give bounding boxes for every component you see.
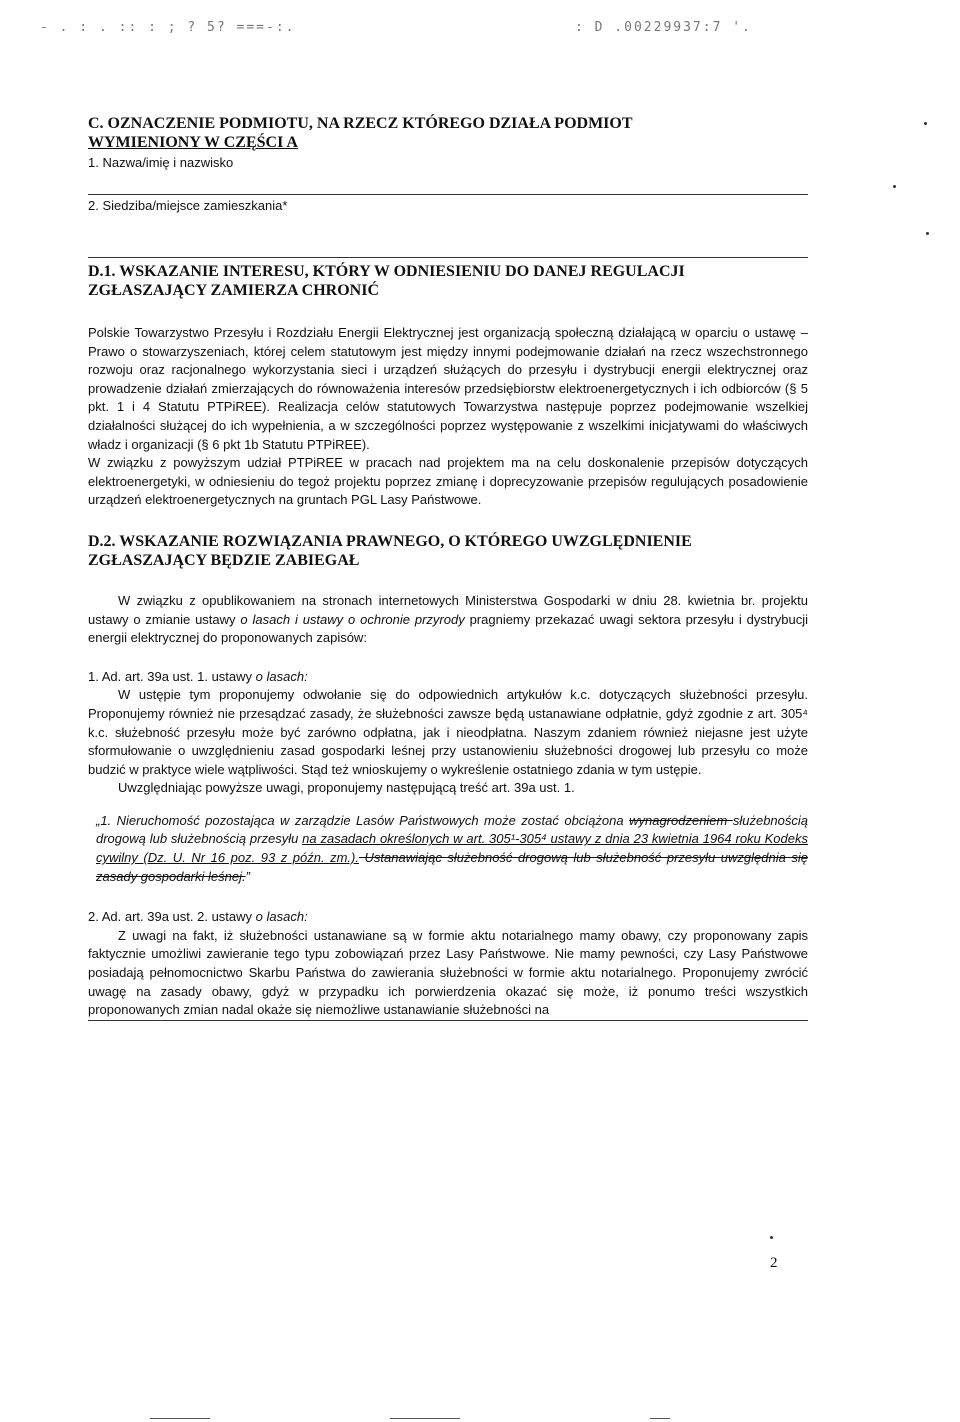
scan-speck (924, 122, 927, 125)
scan-footer-mark (390, 1408, 460, 1419)
field-address-line (88, 257, 808, 258)
section-d1-heading-line2: ZGŁASZAJĄCY ZAMIERZA CHRONIĆ (88, 282, 379, 299)
scan-speck (926, 232, 929, 235)
item-2-heading (88, 908, 808, 927)
section-d1-heading-line1: D.1. WSKAZANIE INTERESU, KTÓRY W ODNIESIENIU DO DANEJ REGULACJI (88, 263, 685, 280)
item-1-heading-text: 1. Ad. art. 39a ust. 1. ustawy (88, 668, 256, 684)
section-d2-heading-line1: D.2. WSKAZANIE ROZWIĄZANIA PRAWNEGO, O KTÓREGO UWZGLĘDNIENIE (88, 532, 692, 550)
section-d2-intro (88, 592, 808, 648)
scan-speck (770, 1236, 773, 1239)
item-1-heading (88, 668, 808, 687)
intro-text-b: pragniemy przekazać uwagi sektora przesyłu i dystrybucji energii elektrycznej do proponowanych zapisów: (88, 611, 808, 646)
item-2-paragraph: Z uwagi na fakt, iż służebności ustanawiane są w formie aktu notarialnego mamy obawy, czy proponowany zapis faktycznie umożliwi zawieranie tego typu zobowiązań przez Lasy Państwowe. Nie mamy pewności, czy Lasy Państwowe posiadają pełnomocnictwo Skarbu Państwa do zawierania służebności w formie aktu notarialnego. Proponujemy zwrócić uwagę na zasady obawy, gdyż w przypadku ich porwierdzenia okazać się może, iż ponumo treści wszystkich proponowanych zmian nadal okaże się niemożliwe ustanawianie służebności na (88, 927, 808, 1021)
section-d1-paragraph-1: Polskie Towarzystwo Przesyłu i Rozdziału Energii Elektrycznej jest organizacją społeczną działającą w oparciu o ustawę – Prawo o stowarzyszeniach, której celem statutowym jest między innymi podejmowanie działań na rzecz wszechstronnego rozwoju oraz racjonalnego wykorzystania sieci i urządzeń służących do przesyłu i dystrybucji energii elektrycznej oraz prowadzenie działań zmierzających do równoważenia interesów przedsiębiorstw elektroenergetycznych i ich odbiorców (§ 5 pkt. 1 i 4 Statutu PTPiREE). Realizacja celów statutowych Towarzystwa następuje poprzez podejmowanie wszelkiej działalności służącej do ich wypełnienia, a w szczególności poprzez występowanie z wszelkimi inicjatywami do właściwych władz i organizacji (§ 6 pkt 1b Statutu PTPiREE). (88, 325, 808, 452)
section-d2 (88, 532, 808, 1021)
section-c-heading-line2: WYMIENIONY W CZĘŚCI A (88, 134, 298, 151)
section-d1 (88, 262, 808, 510)
section-c (88, 114, 808, 258)
document-page (88, 100, 808, 1021)
page-number: 2 (770, 1255, 778, 1271)
scan-footer-mark (150, 1408, 210, 1419)
section-c-heading-line1: C. OZNACZENIE PODMIOTU, NA RZECZ KTÓREGO DZIAŁA PODMIOT (88, 115, 633, 132)
quote-underlined-text: na zasadach określonych w art. 305¹-305⁴ ustawy z dnia 23 kwietnia 1964 roku Kodeks cywilny (Dz. U. Nr 16 poz. 93 z późn. zm.). (96, 831, 808, 866)
item-1-paragraph-2: Uwzględniając powyższe uwagi, proponujemy następującą treść art. 39a ust. 1. (118, 780, 575, 796)
intro-text-italic: o lasach i ustawy o ochronie przyrody (240, 611, 465, 627)
quote-text-b: służebnością drogową lub służebnością przesyłu (96, 812, 808, 847)
field-name-line (88, 194, 808, 195)
section-d1-paragraph-2: W związku z powyższym udział PTPiREE w pracach nad projektem ma na celu doskonalenie przepisów dotyczących elektroenergetyki, w odniesieniu do tegoż projektu poprzez zmianę i doprecyzowanie przepisów regulujących posadowienie urządzeń elektroenergetycznych na gruntach PGL Lasy Państwowe. (88, 455, 808, 508)
field-name: 1. Nazwa/imię i nazwisko (88, 155, 234, 170)
item-2-heading-italic: o lasach: (255, 909, 308, 925)
scan-speck (893, 185, 896, 188)
fax-header-left: - . : . :: : ; ? 5? ===-:. (40, 20, 296, 35)
quote-text-a: „1. Nieruchomość pozostająca w zarządzie Lasów Państwowych może zostać obciążona (96, 812, 630, 828)
scan-footer-mark (650, 1408, 670, 1419)
quote-struck-text-1: wynagrodzeniem (629, 812, 733, 828)
item-2-heading-text: 2. Ad. art. 39a ust. 2. ustawy (88, 909, 256, 925)
field-address: 2. Siedziba/miejsce zamieszkania* (88, 198, 288, 213)
fax-header (20, 20, 920, 44)
item-1-paragraph: W ustępie tym proponujemy odwołanie się do odpowiednich artykułów k.c. dotyczących służebności przesyłu. Proponujemy również nie przesądzać zasady, że służebności zawsze będą ustanawiane odpłatnie, gdyż zgodnie z art. 305⁴ k.c. służebność przesyłu może być zarówno odpłatna, jak i nieodpłatna. Naszym zdaniem również niejasne jest użyte sformułowanie o uwzględnieniu zasad gospodarki leśnej przy ustanowieniu służebności drogowej lub przesyłu co może budzić w praktyce wiele wątpliwości. Stąd też wnioskujemy o wykreślenie ostatniego zdania w tym ustępie. (88, 687, 808, 777)
quote-end: ” (245, 868, 250, 884)
item-1-heading-italic: o lasach: (255, 668, 308, 684)
fax-header-right: : D .00229937:7 '. (575, 20, 752, 35)
intro-text-a: W związku z opublikowaniem na stronach internetowych Ministerstwa Gospodarki w dniu 28. kwietnia br. projektu ustawy o zmianie ustawy (88, 592, 808, 627)
section-d2-heading-line2: ZGŁASZAJĄCY BĘDZIE ZABIEGAŁ (88, 551, 360, 569)
proposed-text-quote (88, 812, 808, 886)
quote-struck-text-2: Ustanawiając służebność drogową lub służebność przesyłu uwzględnia się zasady gospodarki leśnej. (96, 850, 809, 884)
